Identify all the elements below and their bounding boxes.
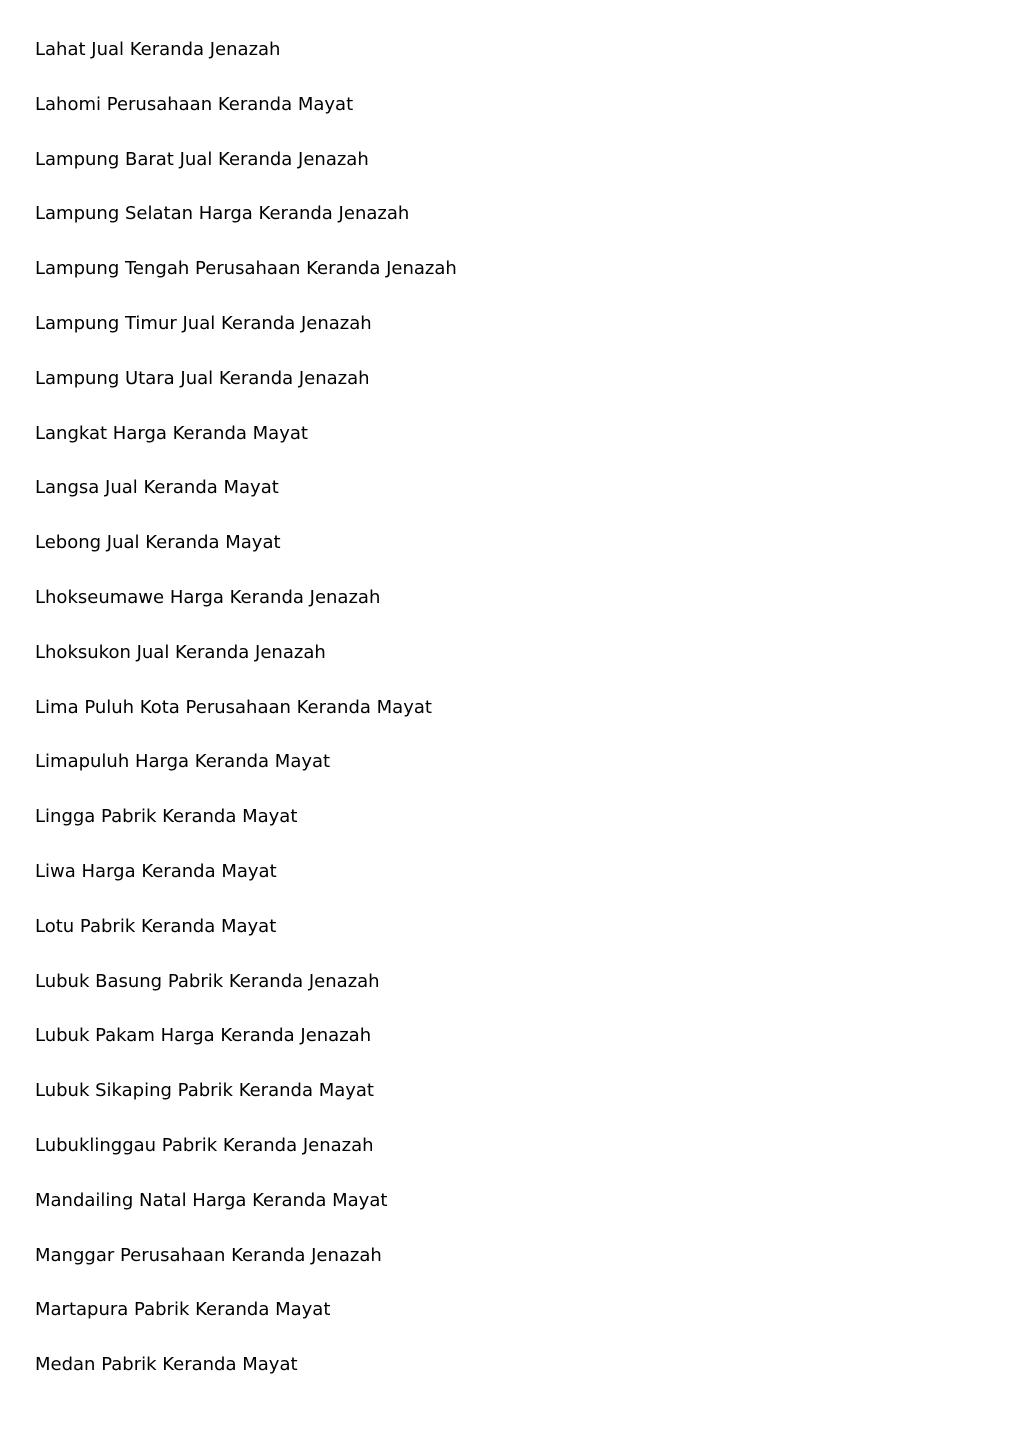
list-item: Lhokseumawe Harga Keranda Jenazah: [35, 586, 381, 608]
location-list: [35, 36, 457, 1406]
list-item: Lebong Jual Keranda Mayat: [35, 532, 281, 554]
list-item: Lhoksukon Jual Keranda Jenazah: [35, 641, 326, 663]
list-item: Liwa Harga Keranda Mayat: [35, 860, 277, 882]
list-item: Medan Pabrik Keranda Mayat: [35, 1354, 298, 1376]
list-item: Lampung Barat Jual Keranda Jenazah: [35, 148, 369, 170]
list-item: Lampung Tengah Perusahaan Keranda Jenazah: [35, 258, 457, 280]
list-item: Langkat Harga Keranda Mayat: [35, 422, 308, 444]
list-item: Lampung Timur Jual Keranda Jenazah: [35, 312, 372, 334]
list-item: Lahat Jual Keranda Jenazah: [35, 39, 281, 60]
list-item: Limapuluh Harga Keranda Mayat: [35, 751, 331, 773]
list-item: Lampung Selatan Harga Keranda Jenazah: [35, 203, 410, 225]
list-item: Martapura Pabrik Keranda Mayat: [35, 1299, 331, 1321]
list-item: Lubuk Basung Pabrik Keranda Jenazah: [35, 970, 380, 992]
list-item: Manggar Perusahaan Keranda Jenazah: [35, 1244, 382, 1266]
list-item: Lotu Pabrik Keranda Mayat: [35, 915, 277, 937]
list-item: Lampung Utara Jual Keranda Jenazah: [35, 367, 370, 389]
list-item: Lingga Pabrik Keranda Mayat: [35, 806, 298, 828]
list-item: Mandailing Natal Harga Keranda Mayat: [35, 1189, 388, 1211]
list-item: Lubuklinggau Pabrik Keranda Jenazah: [35, 1134, 374, 1156]
list-item: Lubuk Pakam Harga Keranda Jenazah: [35, 1025, 372, 1047]
list-item: Lahomi Perusahaan Keranda Mayat: [35, 93, 354, 115]
list-item: Lima Puluh Kota Perusahaan Keranda Mayat: [35, 696, 432, 718]
list-item: Lubuk Sikaping Pabrik Keranda Mayat: [35, 1080, 374, 1102]
list-item: Langsa Jual Keranda Mayat: [35, 477, 279, 499]
